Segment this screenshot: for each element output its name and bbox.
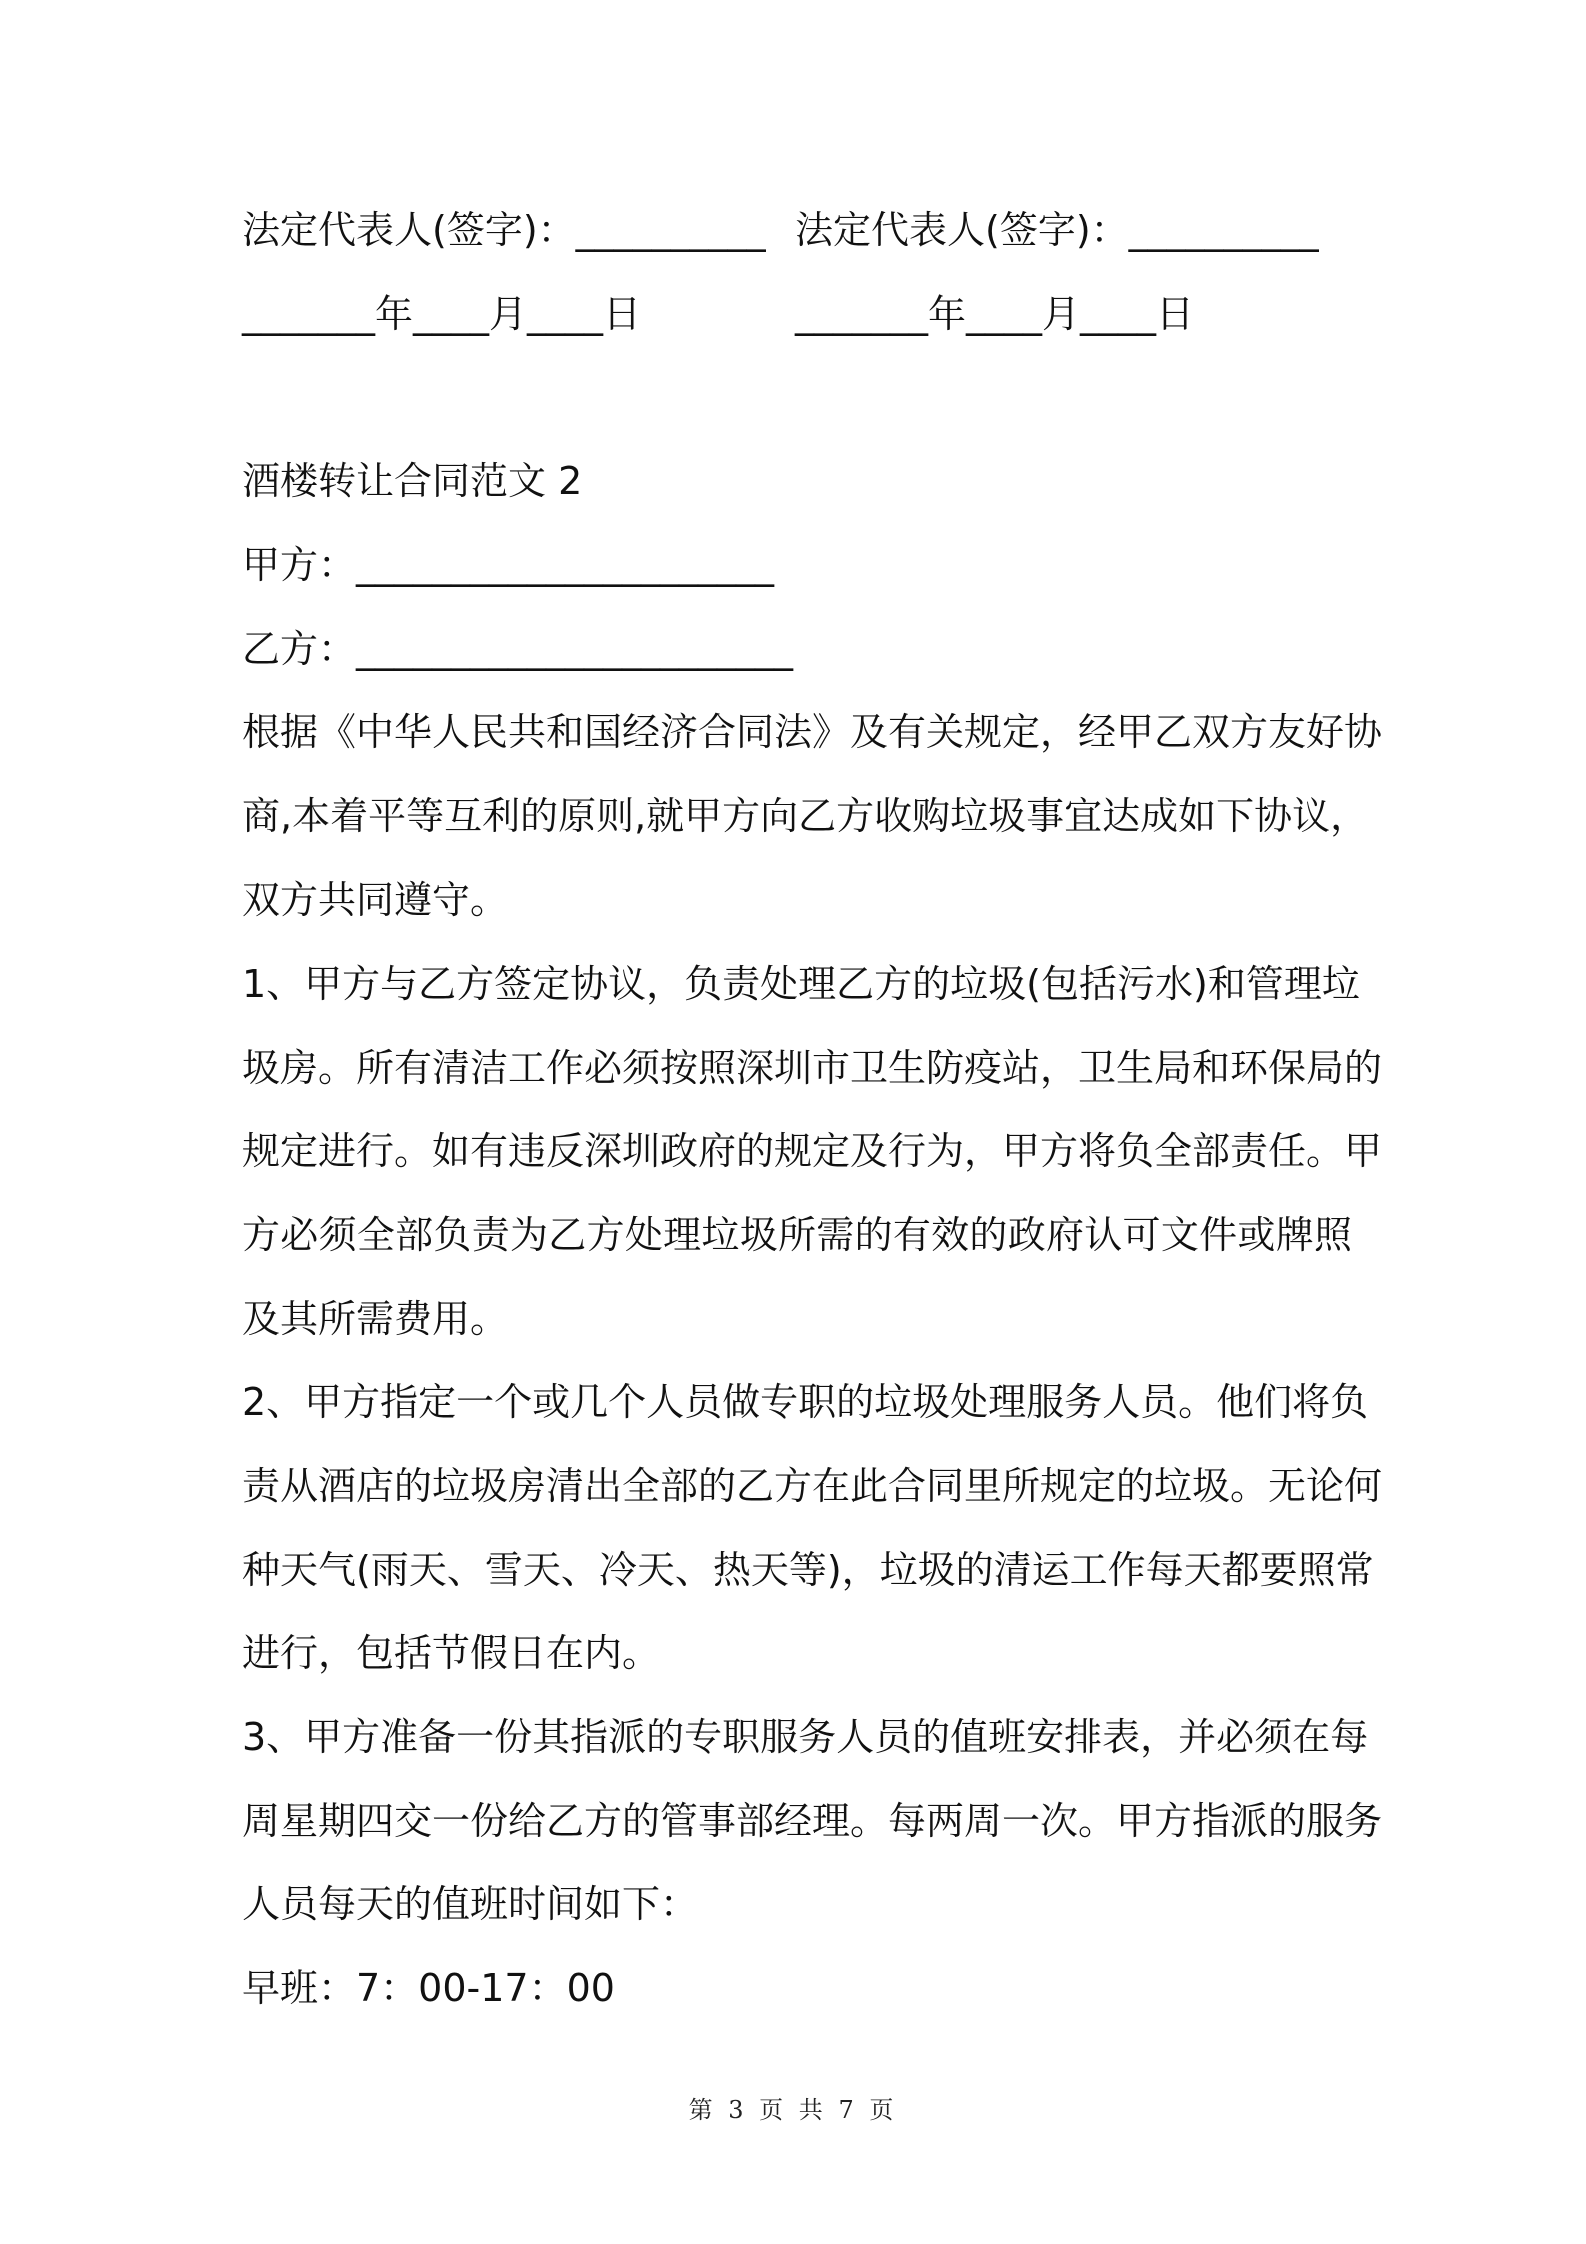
right-legal-rep-signature: 法定代表人(签字)：__________: [795, 208, 1319, 252]
clause-3-line: 3、甲方准备一份其指派的专职服务人员的值班安排表，并必须在每: [242, 1715, 1369, 1759]
right-signature-date: _______年____月____日: [795, 292, 1195, 336]
clause-1-line: 及其所需费用。: [242, 1297, 509, 1341]
party-b-line: 乙方：_______________________: [242, 627, 794, 671]
intro-line: 商,本着平等互利的原则,就甲方向乙方收购垃圾事宜达成如下协议，: [242, 794, 1369, 838]
party-a-line: 甲方：______________________: [242, 543, 775, 587]
clause-2-line: 进行，包括节假日在内。: [242, 1631, 661, 1675]
clause-2-line: 责从酒店的垃圾房清出全部的乙方在此合同里所规定的垃圾。无论何: [242, 1464, 1383, 1508]
morning-shift-line: 早班：7：00-17：00: [242, 1966, 615, 2010]
left-signature-date: _______年____月____日: [242, 292, 642, 336]
clause-1-line: 方必须全部负责为乙方处理垃圾所需的有效的政府认可文件或牌照: [242, 1213, 1352, 1257]
section-title: 酒楼转让合同范文 2: [242, 459, 583, 503]
intro-line: 根据《中华人民共和国经济合同法》及有关规定，经甲乙双方友好协: [242, 710, 1383, 754]
clause-3-line: 人员每天的值班时间如下：: [242, 1882, 699, 1926]
clause-3-line: 周星期四交一份给乙方的管事部经理。每两周一次。甲方指派的服务: [242, 1799, 1383, 1843]
intro-line: 双方共同遵守。: [242, 878, 509, 922]
clause-1-line: 1、甲方与乙方签定协议，负责处理乙方的垃圾(包括污水)和管理垃: [242, 962, 1360, 1006]
left-legal-rep-signature: 法定代表人(签字)：__________: [242, 208, 766, 252]
clause-1-line: 圾房。所有清洁工作必须按照深圳市卫生防疫站，卫生局和环保局的: [242, 1046, 1383, 1090]
clause-2-line: 2、甲方指定一个或几个人员做专职的垃圾处理服务人员。他们将负: [242, 1380, 1369, 1424]
page-number-footer: 第 3 页 共 7 页: [688, 2096, 898, 2124]
clause-2-line: 种天气(雨天、雪天、冷天、热天等)，垃圾的清运工作每天都要照常: [242, 1548, 1374, 1592]
clause-1-line: 规定进行。如有违反深圳政府的规定及行为，甲方将负全部责任。甲: [242, 1129, 1383, 1173]
